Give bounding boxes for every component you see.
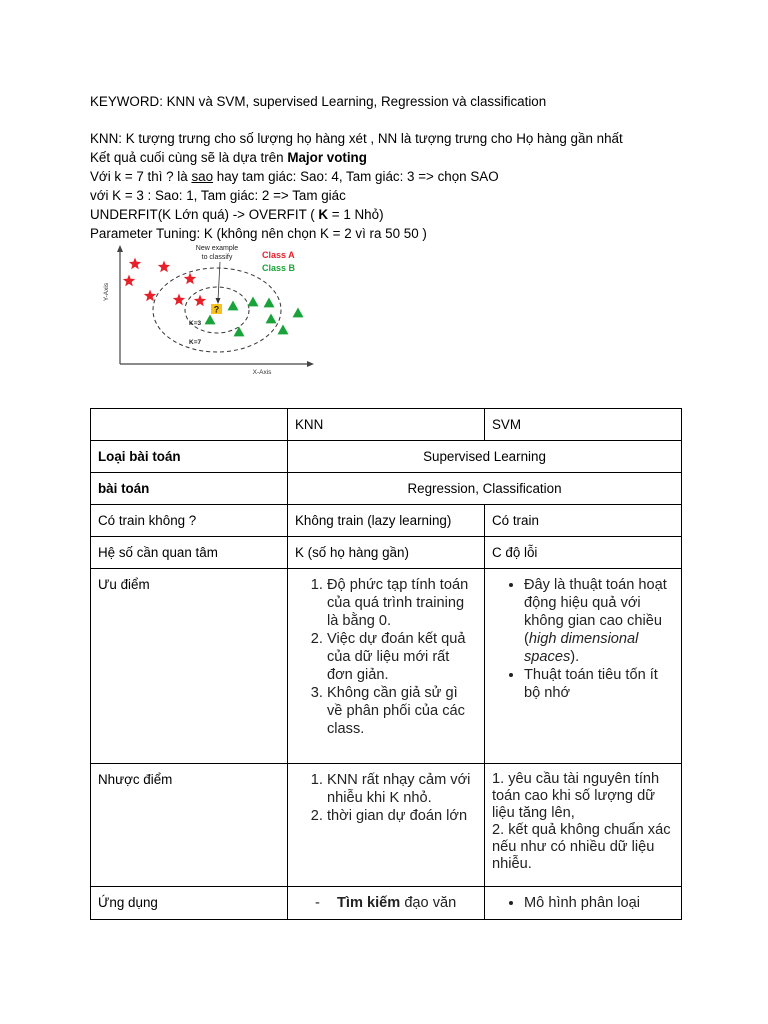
svm-uu-1-suffix: ). [570,649,580,665]
note-line-2 [90,148,623,167]
class-b-triangle-marker [228,301,239,311]
legend-class-b: Class B [262,263,296,273]
list-item [524,576,674,666]
note-line-6: Parameter Tuning: K (không nên chọn K = 2 vì ra 50 50 ) [90,226,427,241]
new-example-label-1: New example [195,245,239,252]
note-line-4: với K = 3 : Sao: 1, Tam giác: 2 => Tam giác [90,188,346,203]
class-b-triangle-marker [266,314,277,324]
class-b-triangle-marker [293,308,304,318]
list-item: 3. Không cần giả sử gì về phân phối của các class. [327,684,477,738]
header-empty-cell [91,409,288,441]
class-a-star-marker [194,295,206,307]
svm-nhuoc-1: 1. yêu cầu tài nguyên tính toán cao khi số lượng dữ liệu tăng lên, [492,771,660,821]
svm-ung-dung [485,887,682,920]
row-nhuoc-diem [91,764,682,887]
row-co-train [91,505,682,537]
knn-nhuoc-diem-list [295,771,477,825]
class-a-star-marker [123,275,135,287]
class-b-triangle-marker [205,315,216,325]
class-b-points [205,297,304,337]
major-voting-text: Major voting [287,150,367,165]
note-line-3 [90,167,623,186]
label-ung-dung: Ứng dụng [91,887,288,920]
list-item: 1. Độ phức tạp tính toán của quá trình training là bằng 0. [327,576,477,630]
y-axis-label: Y-Axis [103,282,110,302]
list-item [315,894,477,912]
svm-uu-diem-list [492,576,674,702]
label-he-so: Hệ số cần quan tâm [91,537,288,569]
svm-he-so: C độ lỗi [485,537,682,569]
class-b-triangle-marker [264,298,275,308]
knn-co-train: Không train (lazy learning) [288,505,485,537]
list-item: 1. KNN rất nhạy cảm với nhiễu khi K nhỏ. [327,771,477,807]
class-a-points [123,258,206,307]
label-co-train: Có train không ? [91,505,288,537]
class-a-star-marker [184,273,196,285]
table-header-row [91,409,682,441]
svm-ung-dung-list [492,894,674,912]
list-item: • Mô hình phân loại [524,894,674,912]
note-line-1: KNN: K tượng trưng cho số lượng họ hàng xét , NN là tượng trưng cho Họ hàng gần nhất [90,131,623,146]
list-item: • Thuật toán tiêu tốn ít bộ nhớ [524,666,674,702]
svm-nhuoc-diem [485,764,682,887]
list-item: 2. thời gian dự đoán lớn [327,807,477,825]
class-b-triangle-marker [248,297,259,307]
new-example-label-2: to classify [201,254,233,261]
y-axis-arrow [117,245,123,252]
label-uu-diem: Ưu điểm [91,569,288,764]
sao-underlined: sao [191,169,214,184]
k7-label: K=7 [189,339,202,346]
callout-arrow-head [216,298,221,304]
query-mark: ? [213,304,220,315]
note-line-3-suffix: hay tam giác: Sao: 4, Tam giác: 3 => chọn SAO [213,169,499,184]
note-line-5-suffix: = 1 Nhỏ) [328,207,384,222]
svm-uu-1-prefix: Đây là thuật toán hoạt động hiệu quả với không gian cao chiều ( [524,577,667,647]
class-a-star-marker [158,261,170,273]
keyword-text: KEYWORD: KNN và SVM, supervised Learning, Regression và classification [90,94,547,109]
knn-nhuoc-diem [288,764,485,887]
class-b-triangle-marker [234,327,245,337]
svm-nhuoc-2: 2. kết quả không chuẩn xác nếu như có nhiều dữ liệu nhiễu. [492,822,671,872]
svm-uu-diem [485,569,682,764]
comparison-table [90,408,682,920]
row-bai-toan [91,473,682,505]
knn-he-so: K (số họ hàng gần) [288,537,485,569]
row-uu-diem [91,569,682,764]
svm-uu-1-italic: high dimensional spaces [524,631,639,665]
row-he-so [91,537,682,569]
note-line-5-prefix: UNDERFIT(K Lớn quá) -> OVERFIT ( [90,207,319,222]
label-bai-toan: bài toán [91,473,288,505]
class-a-star-marker [144,290,156,302]
svm-co-train: Có train [485,505,682,537]
header-knn: KNN [288,409,485,441]
knn-ung-dung [288,887,485,920]
list-item: 2. Việc dự đoán kết quả của dữ liệu mới rất đơn giản. [327,630,477,684]
knn-illustration [100,242,315,377]
value-loai-bai-toan: Supervised Learning [288,441,682,473]
value-bai-toan: Regression, Classification [288,473,682,505]
dao-van-text: đạo văn [400,895,457,911]
class-b-triangle-marker [278,325,289,335]
x-axis-label: X-Axis [252,369,272,376]
k-bold: K [318,207,329,222]
knn-uu-diem [288,569,485,764]
row-loai-bai-toan [91,441,682,473]
note-line-3-prefix: Với k = 7 thì ? là [90,169,192,184]
label-loai-bai-toan: Loại bài toán [91,441,288,473]
label-nhuoc-diem: Nhược điểm [91,764,288,887]
x-axis-arrow [307,361,314,367]
knn-ung-dung-list [295,894,477,912]
row-ung-dung [91,887,682,920]
note-line-2-prefix: Kết quả cuối cùng sẽ là dựa trên [90,150,288,165]
knn-uu-diem-list [295,576,477,738]
keyword-line [90,92,546,111]
header-svm: SVM [485,409,682,441]
tim-kiem-bold: Tìm kiếm [337,895,401,911]
k3-label: K=3 [189,320,202,327]
legend-class-a: Class A [262,250,295,260]
knn-notes [90,129,623,243]
class-a-star-marker [173,294,185,306]
class-a-star-marker [129,258,141,270]
note-line-5 [90,205,623,224]
